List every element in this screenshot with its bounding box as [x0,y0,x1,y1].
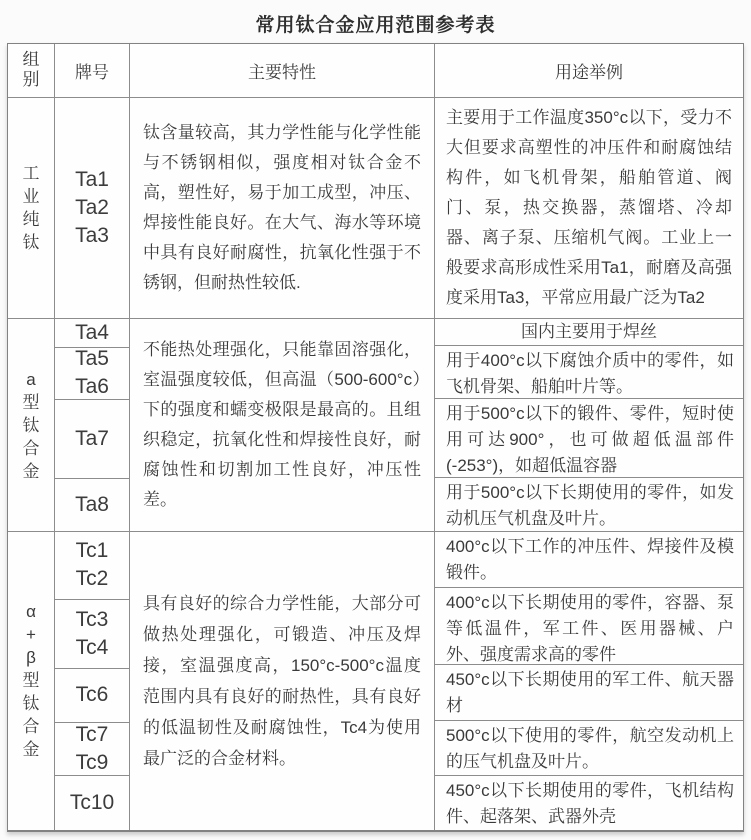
group-label: α + β 型 钛 合 金 [22,602,40,760]
grade-cell [55,479,129,531]
grade-label: Tc9 [75,750,109,774]
use-text: 用于400°c以下腐蚀介质中的零件，如飞机骨架、船舶叶片等。 [435,346,743,400]
use-text: 400°c以下工作的冲压件、焊接件及模锻件。 [435,532,743,588]
grade-cell [55,319,129,347]
grade-cell [55,348,129,400]
header-cell-group: 组 别 [22,50,40,90]
use-text: 国内主要用于焊丝 [435,319,743,345]
grade-label: Tc2 [75,567,109,591]
grade-label: Ta8 [75,492,109,516]
title-bar [0,0,751,41]
grade-label: Ta3 [75,224,109,248]
uses-column [434,319,743,530]
uses-column [434,532,743,830]
grade-label: Ta5 [75,347,109,371]
titanium-alloy-table [7,43,744,832]
characteristics-cell [129,98,434,318]
use-text: 450°c以下长期使用的军工件、航天器材 [435,665,743,721]
grade-label: Ta6 [75,375,109,399]
grade-label: Tc3 [75,607,109,631]
grade-label: Tc7 [75,722,109,746]
use-text: 400°c以下长期使用的零件，容器、泵等低温件，军工件、医用器械、户外、强度需求高的零件 [435,588,743,665]
header-cell-grade: 牌号 [54,44,129,97]
table-row-alpha-beta-titanium-alloy [8,532,743,830]
grade-cell [55,776,129,830]
table-row-alpha-titanium-alloy [8,319,743,531]
use-text: 450°c以下长期使用的零件，飞机结构件、起落架、武器外壳 [446,780,734,826]
grade-label: Tc10 [69,790,115,814]
grade-column [54,319,129,530]
grade-cell [55,669,129,723]
characteristics-text: 钛含量较高，其力学性能与化学性能与不锈钢相似，强度相对钛合金不高，塑性好，易于加工成型，冲压、焊接性能良好。在大气、海水等环境中具有良好耐腐性，抗氧化性强于不锈钢，但耐热性较低. [143,123,421,293]
header-cell-uses: 用途举例 [434,44,743,97]
header-cell-characteristics: 主要特性 [129,44,434,97]
grade-label: Tc4 [75,635,109,659]
grade-label: Tc1 [75,539,109,563]
grade-column [54,532,129,830]
uses-cell [434,98,743,318]
grade-label: Tc6 [75,683,109,707]
use-text: 用于500°c以下的锻件、零件，短时使用可达900°，也可做超低温部件(-253°)，如超低温容器 [435,399,743,478]
grade-cell [55,723,129,776]
use-text: 用于500°c以下长期使用的零件，如发动机压气机盘及叶片。 [446,483,734,529]
grade-label: Ta2 [75,196,109,220]
characteristics-text: 具有良好的综合力学性能，大部分可做热处理强化，可锻造、冲压及焊接，室温强度高，150°c-500°c温度范围内具有良好的耐热性，具有良好的低温韧性及耐腐蚀性，Tc4为使用最广泛的合金材料。 [143,593,421,768]
grade-label: Ta4 [75,321,109,344]
characteristics-cell [129,532,434,830]
grade-column [54,98,129,318]
characteristics-text: 不能热处理强化，只能靠固溶强化，室温强度较低，但高温（500-600°c）下的强度和蠕变极限是最高的。且组织稳定，抗氧化性和焊接性良好，耐腐蚀性和切割加工性良好，冲压性差。 [143,340,421,510]
grade-cell [55,600,129,669]
grade-label: Ta7 [75,426,109,450]
page-title: 常用钛合金应用范围参考表 [255,15,496,36]
grade-cell [55,98,129,318]
table-row-industrial-pure-titanium [8,98,743,319]
use-text: 500°c以下使用的零件，航空发动机上的压气机盘及叶片。 [435,721,743,775]
grade-cell [55,532,129,600]
group-label: a 型 钛 合 金 [22,369,40,481]
use-text: 主要用于工作温度350°c以下，受力不大但要求高塑性的冲压件和耐腐蚀结构件，如飞机骨架，船舶管道、阀门、泵，热交换器，蒸馏塔、冷却器、离子泵、压缩机气阀。工业上一般要求高形成性采用Ta1，耐磨及高强度采用Ta3，平常应用最广泛为Ta2 [446,108,732,308]
group-label: 工 业 纯 钛 [22,164,40,253]
grade-cell [55,400,129,479]
grade-label: Ta1 [75,168,109,192]
table-header-row [8,44,743,98]
characteristics-cell [129,319,434,530]
